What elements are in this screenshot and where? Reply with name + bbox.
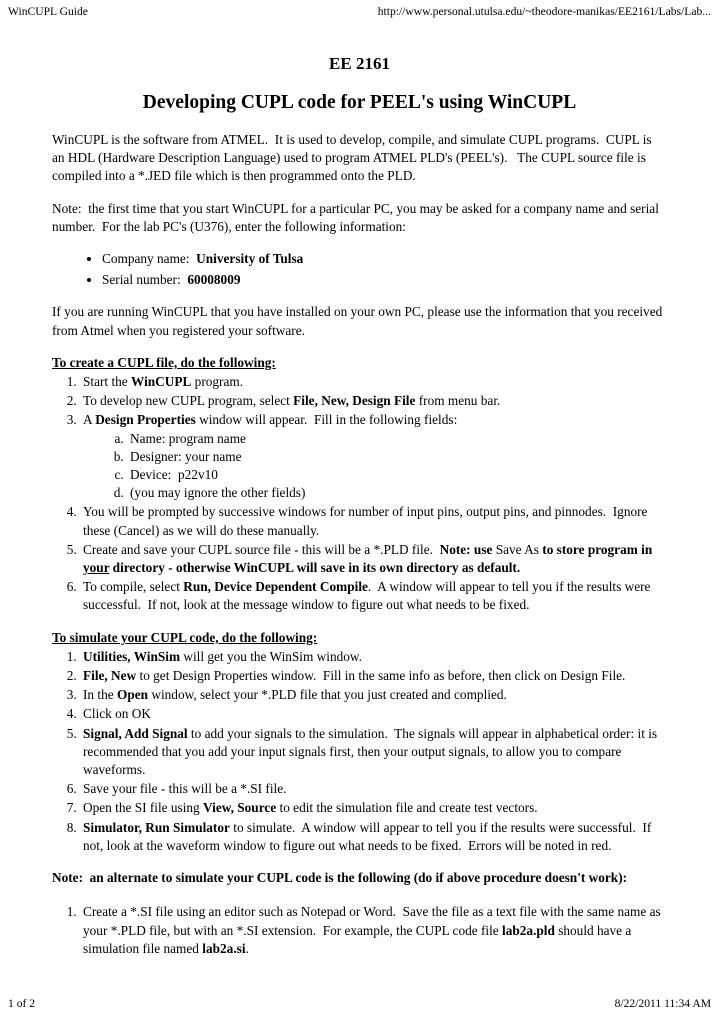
footer-timestamp: 8/22/2011 11:34 AM: [614, 997, 711, 1010]
footer-page-number: 1 of 2: [8, 997, 36, 1010]
credentials-list: [52, 250, 667, 289]
simulate-step: 1. Utilities, WinSim will get you the WinSim window.: [80, 648, 667, 666]
print-header: [8, 5, 711, 18]
course-code-heading: EE 2161: [329, 54, 390, 73]
print-header-title: WinCUPL Guide: [8, 5, 88, 18]
simulate-step: 7. Open the SI file using View, Source to edit the simulation file and create test vectors.: [80, 799, 667, 817]
simulate-step: 2. File, New to get Design Properties window. Fill in the same info as before, then click on Design File.: [80, 667, 667, 685]
create-step: 4. You will be prompted by successive windows for number of input pins, output pins, and pinnodes. Ignore these (Cancel) as we will do these manually.: [80, 503, 667, 539]
company-name-item: • Company name: University of Tulsa: [102, 250, 667, 268]
document-body: [52, 52, 667, 972]
design-field-item: d. (you may ignore the other fields): [127, 484, 667, 502]
simulate-step: 5. Signal, Add Signal to add your signals to the simulation. The signals will appear in alphabetical order: it is recommended that you add your input signals first, then your output signals, to allow you to compare waveforms.: [80, 725, 667, 780]
design-field-item: a. Name: program name: [127, 430, 667, 448]
create-step: 2. To develop new CUPL program, select File, New, Design File from menu bar.: [80, 392, 667, 410]
simulate-steps-list: [52, 648, 667, 855]
simulate-step: 3. In the Open window, select your *.PLD file that you just created and complied.: [80, 686, 667, 704]
design-field-item: c. Device: p22v10: [127, 466, 667, 484]
create-step-text: A Design Properties window will appear. Fill in the following fields:: [83, 412, 458, 428]
create-step: 1. Start the WinCUPL program.: [80, 373, 667, 391]
print-footer: [8, 997, 711, 1010]
print-header-url: http://www.personal.utulsa.edu/~theodore-manikas/EE2161/Labs/Lab...: [377, 5, 711, 18]
intro-paragraph: WinCUPL is the software from ATMEL. It is used to develop, compile, and simulate CUPL programs. CUPL is an HDL (Hardware Description Language) used to program ATMEL PLD's (PEEL's). The CUPL source file is compiled into a *.JED file which is then programmed onto the PLD.: [52, 131, 655, 184]
registration-note-paragraph: Note: the first time that you start WinCUPL for a particular PC, you may be asked for a company name and serial number. For the lab PC's (U376), enter the following information:: [52, 200, 663, 234]
simulate-step: 6. Save your file - this will be a *.SI file.: [80, 780, 667, 798]
create-steps-list: [52, 373, 667, 615]
create-step: 6. To compile, select Run, Device Dependent Compile. A window will appear to tell you if the results were successful. If not, look at the message window to figure out what needs to be fixed.: [80, 578, 667, 614]
create-section-heading: To create a CUPL file, do the following:: [52, 354, 276, 370]
design-field-item: b. Designer: your name: [127, 448, 667, 466]
alternate-step: 1. Create a *.SI file using an editor such as Notepad or Word. Save the file as a text file with the same name as your *.PLD file, but with an *.SI extension. For example, the CUPL code file lab2a.pld should have a simulation file named lab2a.si.: [80, 903, 667, 958]
document-title: Developing CUPL code for PEEL's using WinCUPL: [142, 92, 577, 114]
simulate-section-heading: To simulate your CUPL code, do the following:: [52, 629, 318, 645]
own-pc-paragraph: If you are running WinCUPL that you have installed on your own PC, please use the information that you received from Atmel when you registered your software.: [52, 304, 666, 338]
alternate-steps-list: [52, 903, 667, 958]
simulate-step: 8. Simulator, Run Simulator to simulate. A window will appear to tell you if the results were successful. If not, look at the waveform window to figure out what needs to be fixed. Errors will be noted in red.: [80, 819, 667, 855]
simulate-step: 4. Click on OK: [80, 705, 667, 723]
design-properties-sublist: [83, 430, 667, 503]
serial-number-item: • Serial number: 60008009: [102, 271, 667, 289]
alternate-note-paragraph: Note: an alternate to simulate your CUPL code is the following (do if above procedure doesn't work):: [52, 870, 628, 886]
create-step: 5. Create and save your CUPL source file - this will be a *.PLD file. Note: use Save As to store program in your directory - otherwise WinCUPL will save in its own directory as default.: [80, 541, 667, 577]
create-step: [80, 411, 667, 502]
